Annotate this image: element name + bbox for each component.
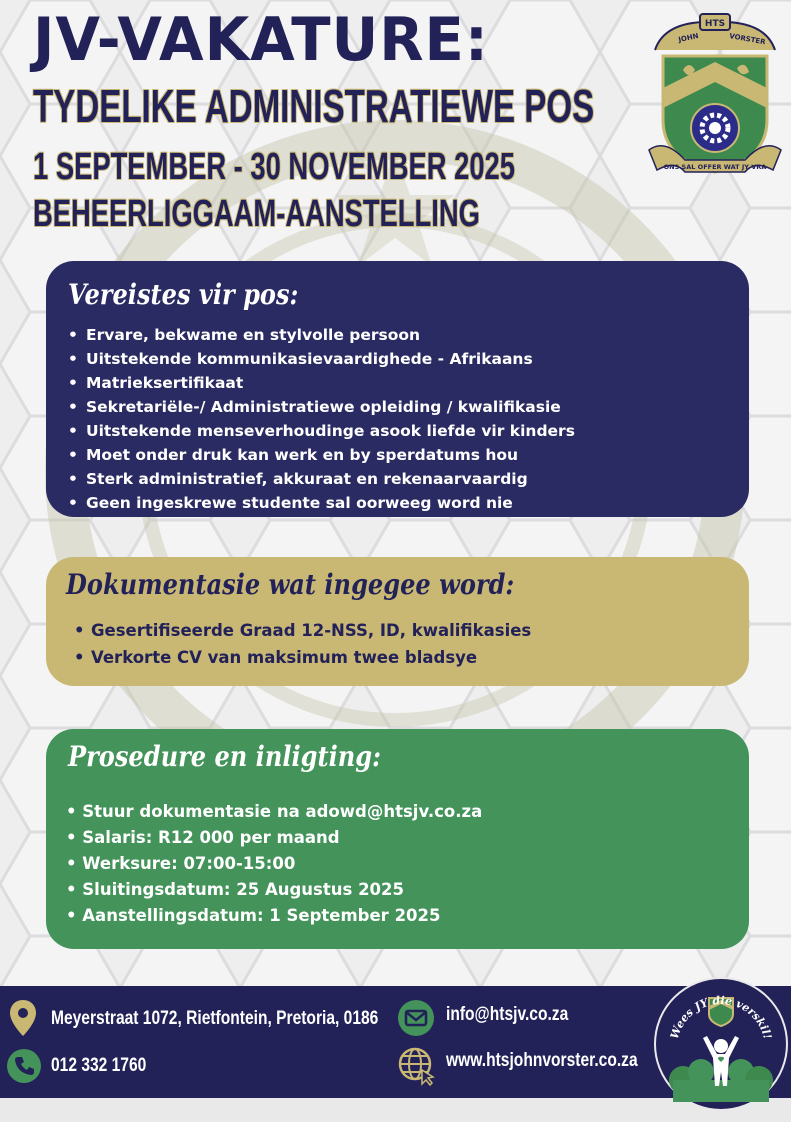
email-icon: [397, 999, 435, 1037]
globe-icon: [397, 1046, 437, 1086]
page-title: JV-VAKATURE:: [33, 5, 489, 75]
list-item: • Uitstekende kommunikasievaardighede - Afrikaans: [66, 347, 575, 371]
list-item: • Sluitingsdatum: 25 Augustus 2025: [66, 880, 404, 899]
procedure-heading: Prosedure en inligting:: [68, 740, 381, 773]
crest-banner-top: HTS: [704, 19, 726, 29]
badge-slogan: Wees JY die verskil!: [667, 993, 774, 1041]
list-item: • Uitstekende menseverhoudinge asook liefde vir kinders: [66, 419, 575, 443]
appointment-type: BEHEERLIGGAAM-AANSTELLING: [33, 193, 480, 235]
list-item: • Sekretariële-/ Administratiewe opleiding / kwalifikasie: [66, 395, 575, 419]
documents-panel: [46, 557, 749, 686]
list-item: • Gesertifiseerde Graad 12-NSS, ID, kwalifikasies: [72, 617, 531, 644]
list-item: • Stuur dokumentasie na adowd@htsjv.co.za: [66, 802, 483, 821]
list-item: • Matrieksertifikaat: [66, 371, 575, 395]
list-item: • Salaris: R12 000 per maand: [66, 828, 340, 847]
procedure-panel: [46, 729, 749, 949]
requirements-list: [66, 323, 575, 515]
documents-heading: Dokumentasie wat ingegee word:: [66, 568, 515, 601]
crest-motto: ONS SAL OFFER WAT JY VRA: [663, 163, 767, 171]
footer-website[interactable]: www.htsjohnvorster.co.za: [446, 1050, 638, 1071]
phone-icon: [6, 1048, 42, 1084]
documents-list: [72, 617, 531, 671]
list-item: • Sterk administratief, akkuraat en rekenaarvaardig: [66, 467, 575, 491]
crest-name-left: JOHN: [677, 31, 700, 44]
procedure-list: [66, 799, 482, 929]
position-period: 1 SEPTEMBER - 30 NOVEMBER 2025: [33, 146, 515, 188]
slogan-badge: [653, 976, 789, 1112]
requirements-panel: [46, 261, 749, 517]
list-item: • Werksure: 07:00-15:00: [66, 854, 296, 873]
footer-email[interactable]: info@htsjv.co.za: [446, 1004, 569, 1025]
crest-name-right: VORSTER: [728, 32, 767, 47]
requirements-heading: Vereistes vir pos:: [68, 278, 299, 311]
list-item: • Aanstellingsdatum: 1 September 2025: [66, 906, 441, 925]
list-item: • Moet onder druk kan werk en by sperdatums hou: [66, 443, 575, 467]
location-pin-icon: [8, 998, 38, 1038]
list-item: • Geen ingeskrewe studente sal oorweeg word nie: [66, 491, 575, 515]
list-item: • Verkorte CV van maksimum twee bladsye: [72, 644, 531, 671]
footer-phone[interactable]: 012 332 1760: [51, 1055, 147, 1076]
footer-address: Meyerstraat 1072, Rietfontein, Pretoria, 0186: [51, 1008, 379, 1029]
school-crest-icon: [645, 10, 785, 182]
position-title: TYDELIKE ADMINISTRATIEWE POS: [33, 80, 595, 132]
list-item: • Ervare, bekwame en stylvolle persoon: [66, 323, 575, 347]
